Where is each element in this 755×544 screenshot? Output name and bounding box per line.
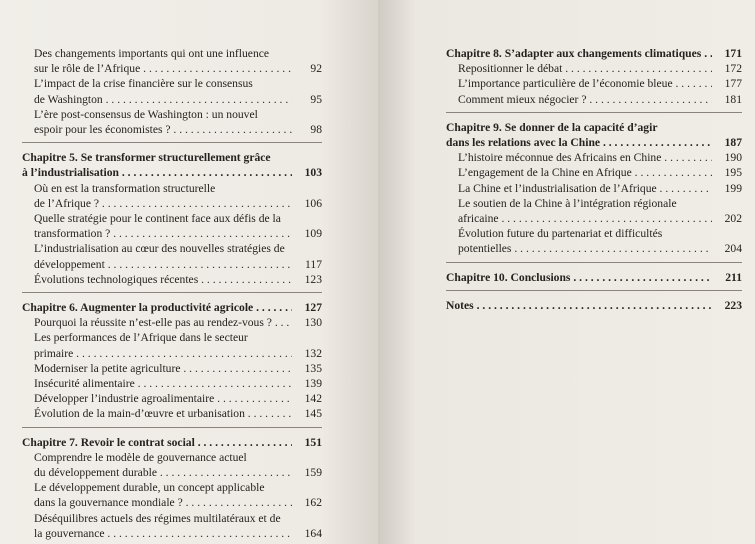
- toc-page-number: 164: [304, 526, 322, 540]
- toc-page-number: 159: [304, 466, 322, 480]
- toc-entry-line: Chapitre 10. Conclusions: [446, 270, 571, 284]
- toc-entry-line: de Washington: [34, 92, 103, 106]
- toc-page-number: 127: [304, 301, 322, 315]
- toc-entry-line: Déséquilibres actuels des régimes multilatéraux et de: [34, 511, 281, 525]
- toc-page-number: 142: [304, 392, 322, 406]
- toc-entry-line: Évolution de la main-d’œuvre et urbanisation: [34, 407, 245, 421]
- toc-entry: [446, 150, 742, 165]
- toc-entry-line: L’importance particulière de l’économie bleue: [458, 77, 673, 91]
- toc-entry-line: africaine: [458, 212, 499, 226]
- toc-page-number: 132: [304, 346, 322, 360]
- toc-entry-line: Le développement durable, un concept applicable: [34, 481, 265, 495]
- toc-page-number: 211: [725, 270, 742, 284]
- toc-entry: [22, 480, 322, 510]
- section-divider: [446, 112, 742, 113]
- toc-entry: [446, 181, 742, 196]
- toc-entry-line: L’ère post-consensus de Washington : un nouvel: [34, 107, 258, 121]
- section-divider: [446, 262, 742, 263]
- toc-page-number: 223: [724, 298, 742, 312]
- toc-page-number: 190: [724, 151, 742, 165]
- toc-page-number: 199: [724, 181, 742, 195]
- toc-chapter: [446, 46, 742, 61]
- toc-entry: [22, 181, 322, 211]
- toc-chapter: [446, 120, 742, 150]
- toc-page-number: 95: [310, 92, 322, 106]
- toc-entry-line: L’engagement de la Chine en Afrique: [458, 166, 632, 180]
- toc-page-number: 130: [304, 316, 322, 330]
- toc-chapter: [22, 300, 322, 315]
- toc-page-number: 123: [304, 272, 322, 286]
- toc-entry: [22, 241, 322, 271]
- toc-entry-line: La Chine et l’industrialisation de l’Afrique: [458, 181, 657, 195]
- toc-entry: [22, 272, 322, 287]
- right-toc: [446, 46, 742, 313]
- toc-page-number: 181: [724, 92, 742, 106]
- toc-page-number: 103: [304, 166, 322, 180]
- toc-entry: [22, 391, 322, 406]
- toc-entry-line: la gouvernance: [34, 526, 105, 540]
- toc-entry-line: Moderniser la petite agriculture: [34, 361, 181, 375]
- section-divider: [22, 427, 322, 428]
- toc-entry: [22, 211, 322, 241]
- toc-entry-line: Notes: [446, 298, 474, 312]
- toc-entry: [446, 76, 742, 91]
- toc-page-number: 204: [724, 242, 742, 256]
- toc-entry-line: Où en est la transformation structurelle: [34, 181, 216, 195]
- toc-chapter: [22, 150, 322, 180]
- toc-page-number: 162: [304, 496, 322, 510]
- toc-entry-line: Le soutien de la Chine à l’intégration régionale: [458, 196, 677, 210]
- toc-entry: [446, 196, 742, 226]
- toc-entry-line: à l’industrialisation: [22, 166, 119, 180]
- toc-entry: [446, 165, 742, 180]
- toc-page-number: 171: [724, 47, 742, 60]
- toc-page-number: 151: [304, 435, 322, 449]
- toc-entry-line: L’industrialisation au cœur des nouvelles stratégies de: [34, 242, 285, 256]
- toc-page-number: 187: [724, 136, 742, 150]
- toc-page-number: 117: [305, 257, 322, 271]
- toc-entry: [22, 450, 322, 480]
- toc-chapter: [446, 298, 742, 313]
- toc-entry-line: transformation ?: [34, 227, 111, 241]
- toc-entry: [22, 76, 322, 106]
- toc-entry-line: Les performances de l’Afrique dans le secteur: [34, 331, 248, 345]
- toc-entry-line: Chapitre 6. Augmenter la productivité agricole: [22, 301, 254, 315]
- toc-entry-line: L’histoire méconnue des Africains en Chine: [458, 151, 662, 165]
- toc-page-number: 106: [304, 196, 322, 210]
- toc-entry-line: Chapitre 7. Revoir le contrat social: [22, 435, 195, 449]
- toc-entry: [446, 226, 742, 256]
- toc-entry-line: Chapitre 5. Se transformer structurellement grâce: [22, 151, 271, 165]
- toc-entry: [22, 330, 322, 360]
- section-divider: [446, 290, 742, 291]
- toc-entry-line: L’impact de la crise financière sur le consensus: [34, 77, 253, 91]
- toc-entry-line: espoir pour les économistes ?: [34, 123, 171, 137]
- right-page: [378, 0, 755, 544]
- toc-entry-line: dans les relations avec la Chine: [446, 136, 601, 150]
- toc-entry-line: potentielles: [458, 242, 512, 256]
- toc-entry: [22, 511, 322, 541]
- toc-page-number: 177: [724, 77, 742, 91]
- toc-chapter: [22, 435, 322, 450]
- section-divider: [22, 142, 322, 143]
- toc-entry-line: Comment mieux négocier ?: [458, 92, 587, 106]
- toc-entry-line: de l’Afrique ?: [34, 196, 100, 210]
- toc-entry: [22, 361, 322, 376]
- toc-entry-line: dans la gouvernance mondiale ?: [34, 496, 183, 510]
- section-divider: [22, 292, 322, 293]
- toc-page-number: 139: [304, 377, 322, 391]
- toc-entry-line: Comprendre le modèle de gouvernance actuel: [34, 450, 247, 464]
- toc-entry: [22, 107, 322, 137]
- toc-entry-line: Chapitre 9. Se donner de la capacité d’agir: [446, 120, 658, 134]
- toc-entry-line: Évolution future du partenariat et difficultés: [458, 227, 663, 241]
- toc-page-number: 202: [724, 212, 742, 226]
- toc-entry-line: Chapitre 8. S’adapter aux changements climatiques: [446, 47, 702, 60]
- toc-entry-line: Quelle stratégie pour le continent face aux défis de la: [34, 212, 281, 226]
- toc-page-number: 145: [304, 407, 322, 421]
- toc-entry-line: sur le rôle de l’Afrique: [34, 62, 141, 76]
- toc-page-number: 135: [304, 361, 322, 375]
- toc-entry-line: primaire: [34, 346, 74, 360]
- toc-entry: [22, 46, 322, 76]
- left-toc: [22, 46, 322, 541]
- toc-entry: [22, 406, 322, 421]
- toc-entry-line: Des changements importants qui ont une influence: [34, 47, 270, 60]
- toc-entry: [22, 376, 322, 391]
- toc-entry-line: Évolutions technologiques récentes: [34, 272, 199, 286]
- toc-entry-line: Insécurité alimentaire: [34, 377, 135, 391]
- toc-page-number: 109: [304, 227, 322, 241]
- toc-page-number: 195: [724, 166, 742, 180]
- toc-entry: [446, 92, 742, 107]
- toc-entry: [22, 315, 322, 330]
- toc-entry-line: Développer l’industrie agroalimentaire: [34, 392, 215, 406]
- toc-entry-line: Pourquoi la réussite n’est-elle pas au rendez-vous ?: [34, 316, 272, 330]
- toc-page-number: 172: [724, 62, 742, 76]
- toc-entry-line: développement: [34, 257, 105, 271]
- toc-page-number: 92: [310, 62, 322, 76]
- toc-page-number: 98: [310, 123, 322, 137]
- toc-entry-line: Repositionner le débat: [458, 62, 563, 76]
- toc-chapter: [446, 270, 742, 285]
- toc-entry-line: du développement durable: [34, 466, 157, 480]
- toc-entry: [446, 61, 742, 76]
